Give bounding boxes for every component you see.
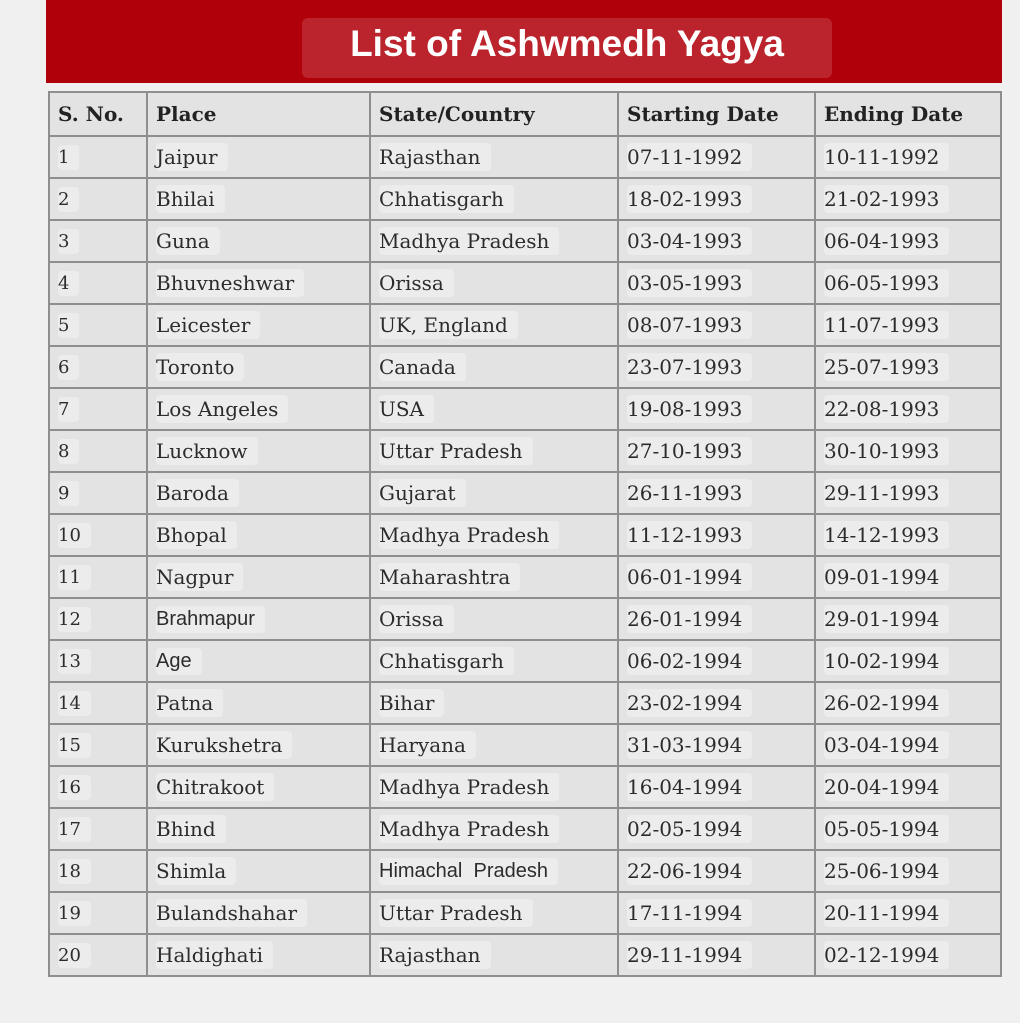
cell-place [147,724,370,766]
cell-end-date [815,850,1001,892]
cell-sno-text: 10 [58,523,91,548]
cell-end-date-text: 10-11-1992 [824,143,949,171]
cell-start-date-text: 23-07-1993 [627,353,752,381]
cell-sno [49,514,147,556]
cell-state-text: Orissa [379,269,454,297]
cell-sno-text: 13 [58,649,91,674]
cell-end-date-text: 03-04-1994 [824,731,949,759]
cell-state-text: Himachal Pradesh [379,858,558,885]
cell-place [147,388,370,430]
cell-sno-text: 5 [58,313,79,338]
cell-place [147,850,370,892]
cell-sno [49,892,147,934]
cell-end-date [815,892,1001,934]
cell-place-text: Bhopal [156,521,237,549]
cell-place-text: Bhilai [156,185,225,213]
cell-sno [49,682,147,724]
cell-state [370,220,618,262]
header-end-date: Ending Date [815,92,1001,136]
header-place: Place [147,92,370,136]
cell-state-text: Madhya Pradesh [379,227,559,255]
cell-start-date-text: 02-05-1994 [627,815,752,843]
cell-sno-text: 16 [58,775,91,800]
cell-sno [49,598,147,640]
cell-state-text: Madhya Pradesh [379,521,559,549]
cell-start-date-text: 22-06-1994 [627,857,752,885]
cell-sno-text: 20 [58,943,91,968]
cell-sno-text: 3 [58,229,79,254]
cell-end-date [815,220,1001,262]
cell-sno [49,430,147,472]
table-row [49,682,1001,724]
cell-sno-text: 18 [58,859,91,884]
cell-start-date-text: 03-05-1993 [627,269,752,297]
table-row [49,430,1001,472]
cell-start-date [618,598,815,640]
cell-end-date [815,766,1001,808]
cell-start-date-text: 18-02-1993 [627,185,752,213]
cell-end-date-text: 25-06-1994 [824,857,949,885]
cell-start-date-text: 16-04-1994 [627,773,752,801]
cell-place [147,220,370,262]
cell-place [147,304,370,346]
cell-state-text: Madhya Pradesh [379,773,559,801]
cell-place [147,136,370,178]
cell-state-text: Haryana [379,731,476,759]
cell-place-text: Brahmapur [156,606,265,633]
cell-end-date [815,304,1001,346]
cell-state [370,514,618,556]
cell-state [370,850,618,892]
cell-sno [49,346,147,388]
cell-start-date-text: 07-11-1992 [627,143,752,171]
cell-sno-text: 11 [58,565,91,590]
cell-end-date [815,388,1001,430]
cell-end-date-text: 02-12-1994 [824,941,949,969]
table-row [49,556,1001,598]
cell-start-date [618,724,815,766]
cell-place-text: Nagpur [156,563,243,591]
cell-start-date-text: 03-04-1993 [627,227,752,255]
cell-state-text: Rajasthan [379,143,491,171]
cell-start-date [618,892,815,934]
header-state: State/Country [370,92,618,136]
cell-state-text: Rajasthan [379,941,491,969]
table-row [49,388,1001,430]
cell-place-text: Shimla [156,857,236,885]
cell-sno-text: 1 [58,145,79,170]
cell-end-date-text: 06-05-1993 [824,269,949,297]
table-row [49,850,1001,892]
table-row [49,178,1001,220]
cell-start-date-text: 29-11-1994 [627,941,752,969]
cell-state [370,136,618,178]
table-row [49,724,1001,766]
cell-start-date-text: 06-01-1994 [627,563,752,591]
cell-state [370,892,618,934]
table-row [49,136,1001,178]
cell-start-date-text: 19-08-1993 [627,395,752,423]
cell-state [370,766,618,808]
cell-start-date-text: 06-02-1994 [627,647,752,675]
cell-end-date-text: 21-02-1993 [824,185,949,213]
cell-sno [49,136,147,178]
header-start-date: Starting Date [618,92,815,136]
cell-start-date [618,472,815,514]
cell-start-date [618,178,815,220]
cell-end-date-text: 09-01-1994 [824,563,949,591]
cell-sno-text: 14 [58,691,91,716]
cell-sno-text: 17 [58,817,91,842]
cell-state [370,262,618,304]
cell-state-text: Chhatisgarh [379,647,514,675]
table-row [49,262,1001,304]
cell-state-text: Chhatisgarh [379,185,514,213]
cell-place-text: Bhuvneshwar [156,269,304,297]
cell-place [147,346,370,388]
cell-start-date [618,640,815,682]
table-row [49,766,1001,808]
cell-end-date [815,934,1001,976]
cell-start-date [618,388,815,430]
cell-place-text: Los Angeles [156,395,288,423]
cell-place-text: Lucknow [156,437,258,465]
cell-start-date-text: 11-12-1993 [627,521,752,549]
cell-end-date [815,682,1001,724]
cell-start-date [618,556,815,598]
cell-start-date [618,934,815,976]
cell-sno [49,850,147,892]
cell-place-text: Chitrakoot [156,773,274,801]
cell-place-text: Baroda [156,479,239,507]
cell-start-date [618,136,815,178]
table-body [49,136,1001,976]
cell-state-text: Gujarat [379,479,466,507]
cell-place [147,682,370,724]
cell-place-text: Leicester [156,311,260,339]
cell-place-text: Toronto [156,353,244,381]
cell-sno-text: 6 [58,355,79,380]
cell-start-date [618,514,815,556]
cell-end-date [815,472,1001,514]
cell-state-text: Orissa [379,605,454,633]
cell-place-text: Kurukshetra [156,731,292,759]
cell-place-text: Age [156,648,202,675]
title-banner [46,0,1002,83]
cell-sno-text: 4 [58,271,79,296]
cell-state-text: UK, England [379,311,518,339]
cell-state-text: Maharashtra [379,563,520,591]
cell-end-date [815,640,1001,682]
cell-place-text: Bhind [156,815,226,843]
table-row [49,346,1001,388]
cell-end-date-text: 05-05-1994 [824,815,949,843]
cell-start-date [618,766,815,808]
yagya-table [48,91,1002,977]
cell-end-date [815,346,1001,388]
cell-state [370,724,618,766]
cell-start-date [618,808,815,850]
cell-state [370,388,618,430]
cell-sno-text: 19 [58,901,91,926]
cell-state [370,430,618,472]
cell-start-date [618,346,815,388]
cell-place-text: Guna [156,227,220,255]
cell-state-text: Madhya Pradesh [379,815,559,843]
cell-end-date [815,136,1001,178]
cell-start-date-text: 27-10-1993 [627,437,752,465]
cell-place [147,766,370,808]
cell-end-date [815,556,1001,598]
table-row [49,640,1001,682]
cell-start-date-text: 31-03-1994 [627,731,752,759]
cell-sno [49,304,147,346]
cell-sno [49,766,147,808]
cell-place [147,556,370,598]
cell-place [147,934,370,976]
cell-place [147,514,370,556]
cell-end-date-text: 11-07-1993 [824,311,949,339]
cell-end-date [815,808,1001,850]
cell-state [370,472,618,514]
cell-end-date-text: 30-10-1993 [824,437,949,465]
cell-end-date [815,724,1001,766]
cell-state [370,178,618,220]
cell-place-text: Patna [156,689,223,717]
cell-place [147,472,370,514]
cell-end-date-text: 10-02-1994 [824,647,949,675]
cell-sno-text: 8 [58,439,79,464]
cell-sno-text: 9 [58,481,79,506]
cell-start-date [618,850,815,892]
cell-start-date-text: 17-11-1994 [627,899,752,927]
cell-state-text: Canada [379,353,466,381]
cell-state [370,640,618,682]
cell-start-date [618,430,815,472]
cell-start-date-text: 26-11-1993 [627,479,752,507]
cell-end-date-text: 20-04-1994 [824,773,949,801]
cell-sno [49,388,147,430]
cell-state [370,556,618,598]
cell-place [147,598,370,640]
header-row [49,92,1001,136]
cell-state [370,808,618,850]
cell-state [370,346,618,388]
cell-end-date [815,262,1001,304]
cell-state-text: USA [379,395,434,423]
cell-end-date-text: 06-04-1993 [824,227,949,255]
cell-end-date [815,178,1001,220]
cell-place [147,640,370,682]
page-title: List of Ashwmedh Yagya [302,18,832,78]
cell-sno [49,640,147,682]
cell-place [147,808,370,850]
cell-end-date [815,514,1001,556]
cell-end-date [815,598,1001,640]
table-row [49,304,1001,346]
cell-place-text: Bulandshahar [156,899,307,927]
cell-end-date-text: 29-01-1994 [824,605,949,633]
cell-start-date [618,682,815,724]
cell-start-date [618,304,815,346]
cell-sno-text: 2 [58,187,79,212]
table-row [49,220,1001,262]
cell-sno [49,178,147,220]
cell-sno [49,262,147,304]
cell-place [147,178,370,220]
cell-start-date-text: 26-01-1994 [627,605,752,633]
table-row [49,598,1001,640]
cell-end-date-text: 26-02-1994 [824,689,949,717]
cell-place [147,262,370,304]
cell-end-date-text: 22-08-1993 [824,395,949,423]
header-sno: S. No. [49,92,147,136]
cell-sno-text: 15 [58,733,91,758]
table-row [49,934,1001,976]
cell-place-text: Haldighati [156,941,273,969]
cell-start-date [618,220,815,262]
table-row [49,514,1001,556]
cell-state [370,598,618,640]
table-row [49,892,1001,934]
cell-place [147,892,370,934]
cell-sno [49,472,147,514]
cell-start-date-text: 08-07-1993 [627,311,752,339]
cell-sno [49,808,147,850]
cell-end-date [815,430,1001,472]
cell-end-date-text: 20-11-1994 [824,899,949,927]
cell-state-text: Bihar [379,689,444,717]
cell-sno-text: 7 [58,397,79,422]
cell-place-text: Jaipur [156,143,228,171]
cell-sno [49,724,147,766]
cell-place [147,430,370,472]
cell-start-date [618,262,815,304]
cell-sno-text: 12 [58,607,91,632]
cell-state [370,682,618,724]
cell-sno [49,934,147,976]
cell-state-text: Uttar Pradesh [379,437,533,465]
cell-end-date-text: 25-07-1993 [824,353,949,381]
cell-state [370,304,618,346]
cell-sno [49,556,147,598]
cell-state [370,934,618,976]
table-row [49,472,1001,514]
cell-sno [49,220,147,262]
cell-end-date-text: 14-12-1993 [824,521,949,549]
cell-state-text: Uttar Pradesh [379,899,533,927]
cell-start-date-text: 23-02-1994 [627,689,752,717]
cell-end-date-text: 29-11-1993 [824,479,949,507]
table-row [49,808,1001,850]
